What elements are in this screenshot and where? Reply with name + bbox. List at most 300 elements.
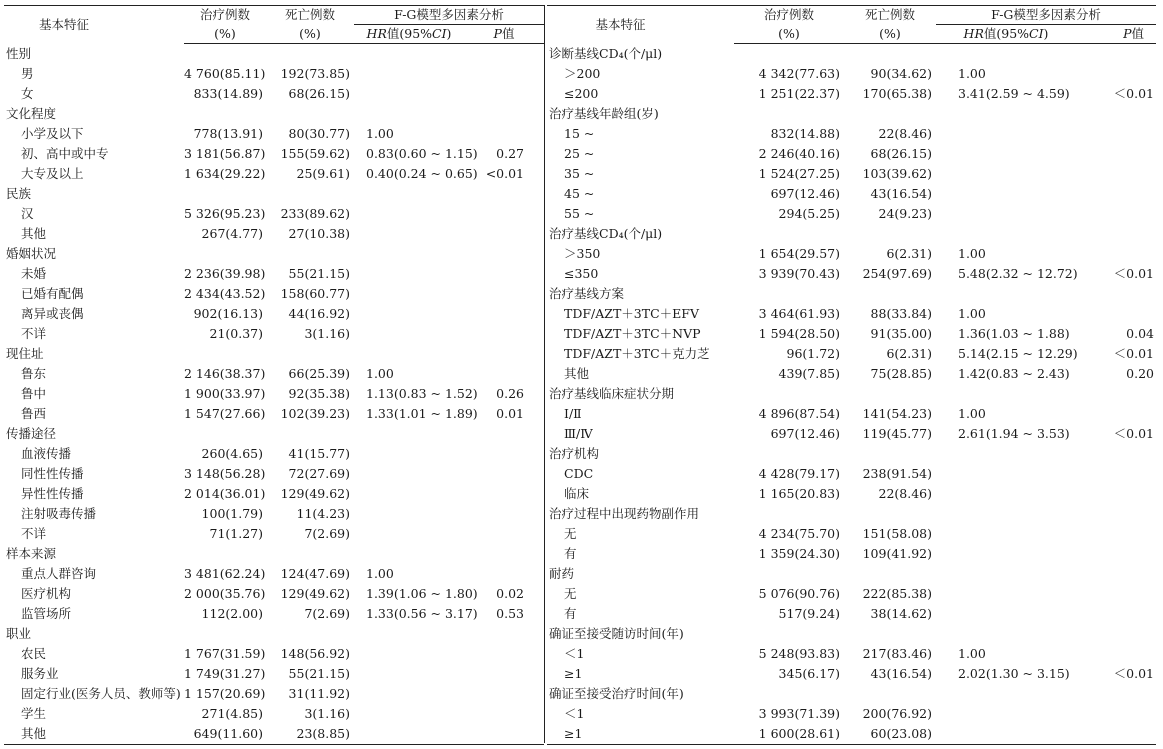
hazard-ratio-cell: 1.00: [958, 406, 986, 421]
p-value-cell: 0.02: [496, 586, 525, 601]
header-characteristic: 基本特征: [547, 6, 734, 44]
death-count-cell: 43(16.54): [870, 186, 932, 201]
treated-count-cell: 5 248(93.83): [758, 646, 840, 661]
p-value-cell: [464, 364, 544, 384]
section-row: [4, 104, 544, 124]
death-count-cell: 11(4.23): [296, 506, 350, 521]
hazard-ratio-cell: 1.00: [366, 566, 394, 581]
row-label: 已婚有配偶: [21, 286, 84, 301]
p-value-cell: 0.20: [1126, 366, 1155, 381]
hazard-ratio-cell: 1.00: [958, 306, 986, 321]
hazard-ratio-cell: [936, 704, 1076, 724]
section-label: 婚姻状况: [6, 246, 57, 261]
row-label: ≥1: [547, 724, 734, 745]
hazard-ratio-cell: [936, 184, 1076, 204]
row-label: Ⅰ/Ⅱ: [564, 406, 582, 421]
table-row: [4, 504, 544, 524]
row-label: ＞200: [564, 66, 601, 81]
row-label: TDF/AZT＋3TC＋EFV: [564, 306, 699, 321]
header-treated: 治疗例数: [184, 6, 266, 25]
hazard-ratio-cell: [936, 524, 1076, 544]
hazard-ratio-cell: [354, 224, 464, 244]
treated-count-cell: 2 434(43.52): [184, 286, 266, 301]
treated-count-cell: 96(1.72): [786, 346, 840, 361]
section-row: [547, 684, 1156, 704]
hazard-ratio-cell: [354, 464, 464, 484]
row-label: 同性性传播: [21, 466, 84, 481]
section-label: 职业: [6, 626, 32, 641]
treated-count-cell: 100(1.79): [201, 506, 263, 521]
hazard-ratio-cell: 1.39(1.06 ~ 1.80): [366, 586, 478, 601]
treated-count-cell: 3 181(56.87): [184, 146, 266, 161]
p-value-cell: [464, 324, 544, 344]
hazard-ratio-cell: [354, 484, 464, 504]
treated-count-cell: 1 165(20.83): [758, 486, 840, 501]
hr-symbol: HR: [366, 26, 387, 41]
row-label: 女: [21, 86, 34, 101]
row-label: 重点人群咨询: [21, 566, 97, 581]
table-row: [547, 364, 1156, 384]
death-count-cell: 141(54.23): [862, 406, 932, 421]
row-label: 有: [564, 546, 577, 561]
death-count-cell: 254(97.69): [862, 266, 932, 281]
row-label: 无: [564, 526, 577, 541]
header-deaths: 死亡例数: [844, 6, 936, 25]
row-label: 25 ~: [564, 146, 595, 161]
hazard-ratio-cell: [354, 444, 464, 464]
death-count-cell: 129(49.62): [280, 586, 350, 601]
p-value-cell: [1076, 124, 1156, 144]
row-label: 其他: [564, 366, 590, 381]
hazard-ratio-cell: [936, 164, 1076, 184]
hazard-ratio-cell: 0.83(0.60 ~ 1.15): [366, 146, 478, 161]
hazard-ratio-cell: [936, 144, 1076, 164]
p-value-cell: [1076, 404, 1156, 424]
treated-count-cell: 833(14.89): [193, 86, 263, 101]
death-count-cell: 233(89.62): [280, 206, 350, 221]
treated-count-cell: 345(6.17): [778, 666, 840, 681]
treated-count-cell: 260(4.65): [201, 446, 263, 461]
table-row: [4, 704, 544, 724]
table-row: [547, 304, 1156, 324]
table-row: [4, 224, 544, 244]
row-label: Ⅲ/Ⅳ: [564, 426, 593, 441]
treated-count-cell: 1 251(22.37): [758, 86, 840, 101]
treated-count-cell: 5 326(95.23): [184, 206, 266, 221]
section-label: 传播途径: [6, 426, 57, 441]
p-value-cell: [464, 664, 544, 684]
header-p: [464, 25, 544, 44]
treated-count-cell: 439(7.85): [778, 366, 840, 381]
p-value-cell: [464, 464, 544, 484]
table-row: [4, 204, 544, 224]
death-count-cell: 31(11.92): [288, 686, 350, 701]
hazard-ratio-cell: 5.48(2.32 ~ 12.72): [958, 266, 1078, 281]
death-count-cell: 3(1.16): [304, 326, 350, 341]
p-value-cell: [1076, 604, 1156, 624]
p-value-cell: ＜0.01: [1113, 86, 1155, 101]
p-value-cell: [464, 504, 544, 524]
hr-symbol: HR: [963, 26, 984, 41]
section-label: 确证至接受随访时间(年): [549, 626, 684, 641]
section-label: 民族: [6, 186, 32, 201]
table-row: [4, 684, 544, 704]
right-table-body: [547, 44, 1156, 745]
p-value-cell: [1076, 64, 1156, 84]
table-row: [547, 264, 1156, 284]
table-row: [4, 664, 544, 684]
header-treated: 治疗例数: [734, 6, 844, 25]
death-count-cell: 60(23.08): [844, 724, 936, 745]
row-label: 初、高中或中专: [21, 146, 109, 161]
p-value-cell: [464, 524, 544, 544]
row-label: 血液传播: [21, 446, 72, 461]
row-label: 男: [21, 66, 34, 81]
hazard-ratio-cell: [354, 324, 464, 344]
death-count-cell: 41(15.77): [288, 446, 350, 461]
table-row: [4, 564, 544, 584]
treated-count-cell: 2 236(39.98): [184, 266, 266, 281]
section-row: [547, 624, 1156, 644]
treated-count-cell: 1 547(27.66): [184, 406, 266, 421]
treated-count-cell: 267(4.77): [201, 226, 263, 241]
treated-count-cell: 778(13.91): [193, 126, 263, 141]
hazard-ratio-cell: 1.00: [366, 366, 394, 381]
p-value-cell: [1076, 704, 1156, 724]
row-label: ＞350: [564, 246, 601, 261]
death-count-cell: 200(76.92): [862, 706, 932, 721]
p-value-cell: [1076, 204, 1156, 224]
p-value-cell: [464, 264, 544, 284]
treated-count-cell: 902(16.13): [193, 306, 263, 321]
p-value-cell: ＜0.01: [1113, 266, 1155, 281]
table-row: [547, 704, 1156, 724]
header-fg-model: F-G模型多因素分析: [936, 6, 1156, 25]
table-row: [547, 84, 1156, 104]
hazard-ratio-cell: 3.41(2.59 ~ 4.59): [958, 86, 1070, 101]
death-count-cell: 88(33.84): [870, 306, 932, 321]
section-label: 诊断基线CD₄(个/μl): [549, 46, 663, 61]
section-row: [547, 504, 1156, 524]
section-row: [547, 384, 1156, 404]
table-row: [547, 344, 1156, 364]
table-row: [547, 164, 1156, 184]
header-deaths-pct: (%): [266, 25, 354, 44]
p-value-cell: [464, 564, 544, 584]
hazard-ratio-cell: [936, 484, 1076, 504]
p-value-cell: <0.01: [485, 166, 525, 181]
death-count-cell: 119(45.77): [862, 426, 932, 441]
treated-count-cell: 1 900(33.97): [184, 386, 266, 401]
section-row: [4, 44, 544, 65]
treated-count-cell: 4 234(75.70): [758, 526, 840, 541]
row-label: 临床: [564, 486, 590, 501]
row-label: ＜1: [564, 646, 585, 661]
header-deaths: 死亡例数: [266, 6, 354, 25]
row-label: ＜1: [564, 706, 585, 721]
death-count-cell: 68(26.15): [288, 86, 350, 101]
row-label: ≤200: [564, 86, 599, 101]
section-label: 文化程度: [6, 106, 57, 121]
header-treated-pct: (%): [734, 25, 844, 44]
row-label: CDC: [564, 466, 594, 481]
hazard-ratio-cell: [354, 664, 464, 684]
left-table-panel: [4, 5, 544, 745]
treated-count-cell: 3 464(61.93): [758, 306, 840, 321]
row-label: 学生: [21, 706, 47, 721]
table-row: [547, 524, 1156, 544]
section-row: [4, 344, 544, 364]
hazard-ratio-cell: 1.36(1.03 ~ 1.88): [958, 326, 1070, 341]
section-label: 治疗基线CD₄(个/μl): [549, 226, 663, 241]
death-count-cell: 129(49.62): [280, 486, 350, 501]
death-count-cell: 155(59.62): [280, 146, 350, 161]
section-row: [547, 444, 1156, 464]
section-label: 耐药: [549, 566, 575, 581]
p-suffix: 值: [1131, 26, 1145, 41]
treated-count-cell: 4 428(79.17): [758, 466, 840, 481]
table-row: [547, 604, 1156, 624]
p-value-cell: [1076, 644, 1156, 664]
p-value-cell: [464, 704, 544, 724]
header-hr: [354, 25, 464, 44]
row-label: 45 ~: [564, 186, 595, 201]
p-value-cell: [464, 644, 544, 664]
death-count-cell: 66(25.39): [288, 366, 350, 381]
treated-count-cell: 2 014(36.01): [184, 486, 266, 501]
death-count-cell: 72(27.69): [288, 466, 350, 481]
treated-count-cell: 4 896(87.54): [758, 406, 840, 421]
treated-count-cell: 294(5.25): [778, 206, 840, 221]
table-row: [4, 384, 544, 404]
hazard-ratio-cell: [354, 724, 464, 745]
death-count-cell: 148(56.92): [280, 646, 350, 661]
row-label: 农民: [21, 646, 47, 661]
table-row: [4, 164, 544, 184]
section-label: 样本来源: [6, 546, 57, 561]
treated-count-cell: 2 246(40.16): [758, 146, 840, 161]
hazard-ratio-cell: 1.33(0.56 ~ 3.17): [366, 606, 478, 621]
hazard-ratio-cell: [354, 524, 464, 544]
row-label: 未婚: [21, 266, 47, 281]
table-row: [4, 604, 544, 624]
hazard-ratio-cell: 0.40(0.24 ~ 0.65): [366, 166, 478, 181]
row-label: 不详: [21, 526, 47, 541]
row-label: 其他: [4, 724, 184, 745]
hazard-ratio-cell: 1.00: [958, 66, 986, 81]
death-count-cell: 68(26.15): [870, 146, 932, 161]
death-count-cell: 6(2.31): [886, 346, 932, 361]
hazard-ratio-cell: [936, 204, 1076, 224]
hazard-ratio-cell: [354, 644, 464, 664]
death-count-cell: 158(60.77): [280, 286, 350, 301]
section-label: 性别: [6, 46, 32, 61]
table-row: [547, 204, 1156, 224]
table-row: [4, 324, 544, 344]
p-value-cell: [464, 684, 544, 704]
table-row: [4, 484, 544, 504]
table-row: [4, 724, 544, 745]
row-label: 离异或丧偶: [21, 306, 84, 321]
table-row: [547, 584, 1156, 604]
header-characteristic: 基本特征: [4, 6, 184, 44]
hr-suffix: 值(95%: [983, 26, 1030, 41]
row-label: 服务业: [21, 666, 59, 681]
treated-count-cell: 1 654(29.57): [758, 246, 840, 261]
section-row: [4, 184, 544, 204]
table-row: [4, 464, 544, 484]
death-count-cell: 6(2.31): [886, 246, 932, 261]
table-row: [547, 404, 1156, 424]
row-label: 注射吸毒传播: [21, 506, 97, 521]
table-row: [547, 644, 1156, 664]
death-count-cell: 192(73.85): [280, 66, 350, 81]
death-count-cell: 7(2.69): [304, 606, 350, 621]
table-row: [547, 464, 1156, 484]
death-count-cell: 7(2.69): [304, 526, 350, 541]
table-row: [547, 324, 1156, 344]
hr-close: ): [446, 26, 452, 41]
death-count-cell: 103(39.62): [862, 166, 932, 181]
hazard-ratio-cell: [354, 284, 464, 304]
right-table: [547, 5, 1156, 745]
table-row: [547, 484, 1156, 504]
p-value-cell: [464, 444, 544, 464]
death-count-cell: 222(85.38): [862, 586, 932, 601]
p-value-cell: [1076, 184, 1156, 204]
row-label: ≤350: [564, 266, 599, 281]
row-label: ≥1: [564, 666, 583, 681]
death-count-cell: 80(30.77): [288, 126, 350, 141]
section-label: 现住址: [6, 346, 44, 361]
row-label: 15 ~: [564, 126, 595, 141]
treated-count-cell: 3 939(70.43): [758, 266, 840, 281]
p-value-cell: ＜0.01: [1113, 426, 1155, 441]
row-label: 鲁中: [21, 386, 47, 401]
section-row: [547, 224, 1156, 244]
header-deaths-pct: (%): [844, 25, 936, 44]
hazard-ratio-cell: [354, 704, 464, 724]
table-row: [4, 524, 544, 544]
p-value-cell: [464, 204, 544, 224]
hazard-ratio-cell: 1.00: [366, 126, 394, 141]
p-value-cell: [1076, 304, 1156, 324]
section-label: 治疗基线临床症状分期: [549, 386, 675, 401]
hazard-ratio-cell: 2.02(1.30 ~ 3.15): [958, 666, 1070, 681]
death-count-cell: 91(35.00): [870, 326, 932, 341]
section-row: [547, 44, 1156, 65]
row-label: 无: [564, 586, 577, 601]
hazard-ratio-cell: 2.61(1.94 ~ 3.53): [958, 426, 1070, 441]
table-row: [4, 264, 544, 284]
death-count-cell: 44(16.92): [288, 306, 350, 321]
death-count-cell: 102(39.23): [280, 406, 350, 421]
header-hr: [936, 25, 1076, 44]
p-value-cell: [464, 284, 544, 304]
p-value-cell: [1076, 164, 1156, 184]
table-row: [547, 424, 1156, 444]
row-label: 有: [564, 606, 577, 621]
table-row: [547, 664, 1156, 684]
death-count-cell: 238(91.54): [862, 466, 932, 481]
death-count-cell: 90(34.62): [870, 66, 932, 81]
treated-count-cell: 697(12.46): [770, 186, 840, 201]
row-label: 异性性传播: [21, 486, 84, 501]
table-row: [4, 584, 544, 604]
section-label: 治疗基线方案: [549, 286, 625, 301]
hazard-ratio-cell: 1.00: [958, 246, 986, 261]
hazard-ratio-cell: 1.13(0.83 ~ 1.52): [366, 386, 478, 401]
treated-count-cell: 5 076(90.76): [758, 586, 840, 601]
section-row: [547, 564, 1156, 584]
row-label: 固定行业(医务人员、教师等): [21, 686, 181, 701]
death-count-cell: 170(65.38): [862, 86, 932, 101]
p-value-cell: [1076, 524, 1156, 544]
death-count-cell: 92(35.38): [288, 386, 350, 401]
hazard-ratio-cell: [936, 464, 1076, 484]
hazard-ratio-cell: [354, 204, 464, 224]
death-count-cell: 151(58.08): [862, 526, 932, 541]
row-label: 鲁西: [21, 406, 47, 421]
treated-count-cell: 3 148(56.28): [184, 466, 266, 481]
treated-count-cell: 1 524(27.25): [758, 166, 840, 181]
hazard-ratio-cell: [354, 64, 464, 84]
section-label: 确证至接受治疗时间(年): [549, 686, 684, 701]
header-treated-pct: (%): [184, 25, 266, 44]
p-value-cell: [1076, 724, 1156, 745]
p-value-cell: [1076, 464, 1156, 484]
death-count-cell: 27(10.38): [288, 226, 350, 241]
table-row: [547, 124, 1156, 144]
treated-count-cell: 1 749(31.27): [184, 666, 266, 681]
treated-count-cell: 4 760(85.11): [184, 66, 266, 81]
table-row: [4, 124, 544, 144]
p-value-cell: 0.04: [1126, 326, 1155, 341]
right-table-panel: [547, 5, 1156, 745]
p-value-cell: [1076, 544, 1156, 564]
p-value-cell: 0.53: [496, 606, 525, 621]
row-label: 大专及以上: [21, 166, 84, 181]
treated-count-cell: 1 359(24.30): [758, 546, 840, 561]
hazard-ratio-cell: [936, 124, 1076, 144]
p-value-cell: ＜0.01: [1113, 346, 1155, 361]
p-value-cell: [464, 724, 544, 745]
treated-count-cell: 3 481(62.24): [184, 566, 266, 581]
death-count-cell: 22(8.46): [878, 126, 932, 141]
treated-count-cell: 71(1.27): [209, 526, 263, 541]
table-row: [4, 444, 544, 464]
hazard-ratio-cell: 1.00: [958, 646, 986, 661]
ci-symbol: CI: [1029, 26, 1044, 41]
left-table: [4, 5, 544, 745]
row-label: 监管场所: [21, 606, 72, 621]
treated-count-cell: 2 146(38.37): [184, 366, 266, 381]
left-table-body: [4, 44, 544, 745]
row-label: 35 ~: [564, 166, 595, 181]
p-symbol: P: [1123, 26, 1132, 41]
treated-count-cell: 112(2.00): [201, 606, 263, 621]
hazard-ratio-cell: [354, 264, 464, 284]
treated-count-cell: 1 767(31.59): [184, 646, 266, 661]
hazard-ratio-cell: [354, 684, 464, 704]
section-label: 治疗过程中出现药物副作用: [549, 506, 700, 521]
table-row: [547, 244, 1156, 264]
p-value-cell: 0.26: [496, 386, 525, 401]
death-count-cell: 23(8.85): [266, 724, 354, 745]
treated-count-cell: 3 993(71.39): [758, 706, 840, 721]
p-value-cell: [1076, 244, 1156, 264]
row-label: TDF/AZT＋3TC＋NVP: [564, 326, 701, 341]
